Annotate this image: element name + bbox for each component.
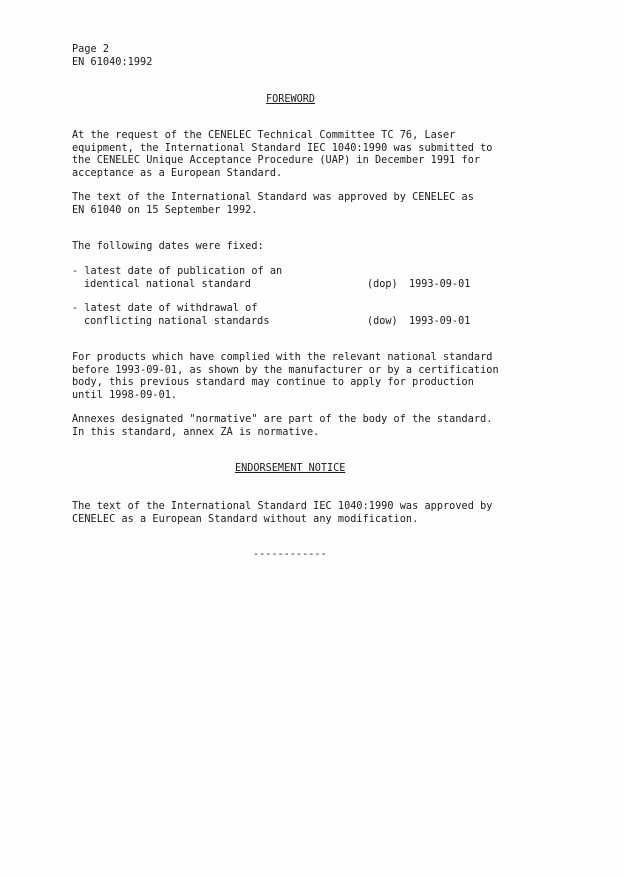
page-label: Page 2: [72, 44, 110, 55]
paragraph-line: CENELEC as a European Standard without any modification.: [72, 513, 419, 525]
paragraph-line: For products which have complied with the relevant national standard: [72, 352, 493, 363]
paragraph-line: In this standard, annex ZA is normative.: [72, 426, 320, 438]
paragraph-line: EN 61040 on 15 September 1992.: [72, 204, 258, 216]
date-code: (dow): [367, 315, 398, 327]
paragraph-line: before 1993-09-01, as shown by the manufacturer or by a certification: [72, 364, 499, 376]
paragraph-line: equipment, the International Standard IEC 1040:1990 was submitted to: [72, 142, 493, 154]
paragraph-line: body, this previous standard may continue to apply for production: [72, 377, 474, 388]
paragraph-line: Annexes designated "normative" are part of the body of the standard.: [72, 414, 493, 425]
paragraph-line: the CENELEC Unique Acceptance Procedure (UAP) in December 1991 for: [72, 155, 481, 166]
end-divider: ------------: [253, 549, 327, 560]
date-entry-line: conflicting national standards: [84, 315, 270, 327]
date-value: 1993-09-01: [409, 278, 471, 290]
foreword-heading: FOREWORD: [266, 94, 316, 105]
document-id: EN 61040:1992: [72, 57, 153, 68]
dates-intro: The following dates were fixed:: [72, 241, 264, 252]
date-entry-line: identical national standard: [84, 278, 251, 290]
date-entry-line: - latest date of publication of an: [72, 266, 283, 277]
date-value: 1993-09-01: [409, 315, 471, 327]
paragraph-line: The text of the International Standard was approved by CENELEC as: [72, 192, 474, 203]
date-entry-line: - latest date of withdrawal of: [72, 303, 258, 314]
paragraph-line: until 1998-09-01.: [72, 389, 178, 401]
endorsement-heading: ENDORSEMENT NOTICE: [235, 463, 346, 474]
paragraph-line: acceptance as a European Standard.: [72, 167, 283, 179]
paragraph-line: At the request of the CENELEC Technical Committee TC 76, Laser: [72, 130, 456, 141]
paragraph-line: The text of the International Standard IEC 1040:1990 was approved by: [72, 501, 493, 512]
date-code: (dop): [367, 278, 398, 290]
